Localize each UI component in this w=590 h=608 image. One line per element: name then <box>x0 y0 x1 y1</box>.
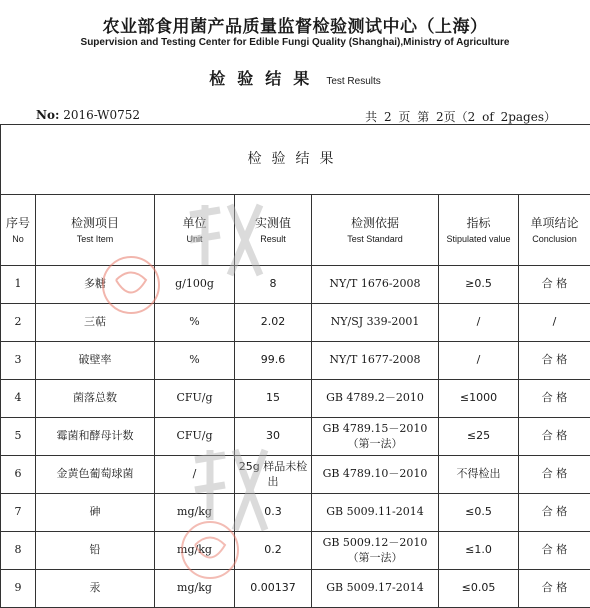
col-header-unit: 单位 Unit <box>155 195 235 266</box>
cell-no: 6 <box>1 456 36 494</box>
cell-unit: CFU/g <box>155 380 235 418</box>
cell-result: 25g 样品未检出 <box>235 456 312 494</box>
table-row <box>1 570 590 608</box>
cell-result: 15 <box>235 380 312 418</box>
cell-unit: % <box>155 342 235 380</box>
table-title: 检验结果 <box>1 125 590 195</box>
cell-result: 0.2 <box>235 532 312 570</box>
doc-title-zh: 检验结果 <box>209 69 321 88</box>
cell-conclusion: 合 格 <box>519 380 590 418</box>
cell-result: 30 <box>235 418 312 456</box>
cell-conclusion: 合 格 <box>519 570 590 608</box>
table-row <box>1 532 590 570</box>
cell-stipulated: ≤1.0 <box>439 532 519 570</box>
center-title-zh: 农业部食用菌产品质量监督检验测试中心（上海） <box>0 12 590 37</box>
doc-title <box>0 66 590 89</box>
table-row <box>1 380 590 418</box>
cell-result: 99.6 <box>235 342 312 380</box>
cell-item: 破壁率 <box>36 342 155 380</box>
col-header-item: 检测项目 Test Item <box>36 195 155 266</box>
cell-unit: g/100g <box>155 266 235 304</box>
cell-conclusion: 合 格 <box>519 456 590 494</box>
report-number-label: No: <box>36 108 59 122</box>
table-header-row <box>1 195 590 266</box>
cell-item: 多糖 <box>36 266 155 304</box>
table-row <box>1 342 590 380</box>
cell-no: 9 <box>1 570 36 608</box>
cell-unit: mg/kg <box>155 570 235 608</box>
cell-standard: NY/SJ 339-2001 <box>312 304 439 342</box>
cell-result: 0.3 <box>235 494 312 532</box>
cell-result: 0.00137 <box>235 570 312 608</box>
cell-item: 三萜 <box>36 304 155 342</box>
cell-stipulated: ≤25 <box>439 418 519 456</box>
cell-no: 8 <box>1 532 36 570</box>
col-header-standard: 检测依据 Test Standard <box>312 195 439 266</box>
cell-unit: CFU/g <box>155 418 235 456</box>
cell-standard: GB 5009.11-2014 <box>312 494 439 532</box>
cell-no: 7 <box>1 494 36 532</box>
table-row <box>1 456 590 494</box>
cell-standard: GB 5009.17-2014 <box>312 570 439 608</box>
cell-no: 2 <box>1 304 36 342</box>
cell-unit: % <box>155 304 235 342</box>
cell-no: 5 <box>1 418 36 456</box>
cell-unit: / <box>155 456 235 494</box>
cell-stipulated: / <box>439 342 519 380</box>
cell-conclusion: 合 格 <box>519 342 590 380</box>
table-row <box>1 418 590 456</box>
results-table <box>0 124 590 608</box>
cell-item: 砷 <box>36 494 155 532</box>
col-header-no: 序号 No <box>1 195 36 266</box>
cell-conclusion: 合 格 <box>519 266 590 304</box>
col-header-conclusion: 单项结论 Conclusion <box>519 195 590 266</box>
table-row <box>1 494 590 532</box>
cell-stipulated: ≥0.5 <box>439 266 519 304</box>
cell-stipulated: ≤1000 <box>439 380 519 418</box>
cell-unit: mg/kg <box>155 494 235 532</box>
report-number-value: 2016-W0752 <box>63 108 140 122</box>
cell-standard: NY/T 1676-2008 <box>312 266 439 304</box>
cell-standard: GB 4789.15－2010（第一法） <box>312 418 439 456</box>
cell-no: 4 <box>1 380 36 418</box>
cell-item: 霉菌和酵母计数 <box>36 418 155 456</box>
cell-standard: GB 4789.2－2010 <box>312 380 439 418</box>
cell-stipulated: ≤0.5 <box>439 494 519 532</box>
col-header-stipulated: 指标 Stipulated value <box>439 195 519 266</box>
cell-standard: NY/T 1677-2008 <box>312 342 439 380</box>
cell-stipulated: / <box>439 304 519 342</box>
cell-item: 金黄色葡萄球菌 <box>36 456 155 494</box>
cell-no: 3 <box>1 342 36 380</box>
table-row <box>1 266 590 304</box>
col-header-result: 实测值 Result <box>235 195 312 266</box>
cell-item: 菌落总数 <box>36 380 155 418</box>
cell-no: 1 <box>1 266 36 304</box>
doc-title-en: Test Results <box>326 76 380 87</box>
cell-result: 2.02 <box>235 304 312 342</box>
cell-stipulated: 不得检出 <box>439 456 519 494</box>
cell-conclusion: / <box>519 304 590 342</box>
cell-unit: mg/kg <box>155 532 235 570</box>
cell-standard: GB 5009.12－2010（第一法） <box>312 532 439 570</box>
cell-conclusion: 合 格 <box>519 418 590 456</box>
report-number <box>36 108 140 122</box>
cell-item: 铅 <box>36 532 155 570</box>
cell-standard: GB 4789.10－2010 <box>312 456 439 494</box>
table-row <box>1 304 590 342</box>
page-indicator: 共 2 页 第 2页（2 of 2pages） <box>365 108 556 125</box>
cell-conclusion: 合 格 <box>519 532 590 570</box>
cell-conclusion: 合 格 <box>519 494 590 532</box>
center-title-en: Supervision and Testing Center for Edible Fungi Quality (Shanghai),Ministry of Agriculture <box>0 37 590 48</box>
cell-stipulated: ≤0.05 <box>439 570 519 608</box>
cell-item: 汞 <box>36 570 155 608</box>
cell-result: 8 <box>235 266 312 304</box>
